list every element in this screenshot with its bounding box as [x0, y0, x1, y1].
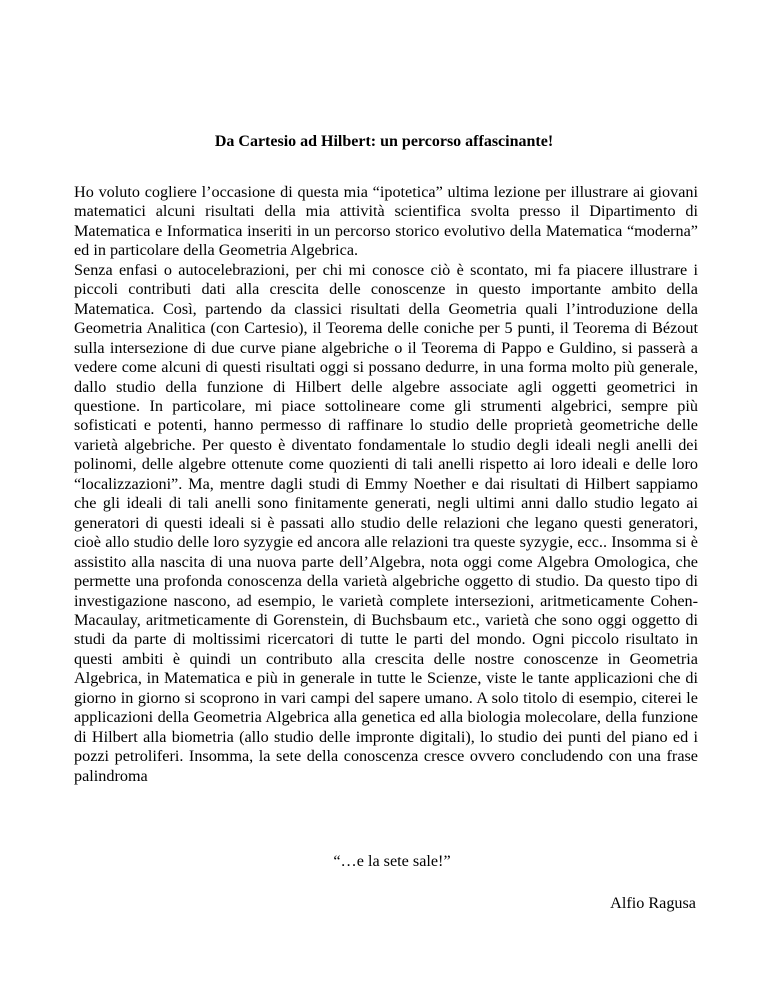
paragraph-intro: Ho voluto cogliere l’occasione di questa mia “ipotetica” ultima lezione per illustrare ai giovani matematici alcuni risultati della mia attività scientifica svolta presso il Dipartimento di Matematica e Informatica inseriti in un percorso storico evolutivo della Matematica “moderna” ed in particolare della Geometria Algebrica.	[74, 183, 698, 260]
document-title: Da Cartesio ad Hilbert: un percorso affascinante!	[214, 133, 554, 150]
document-body	[74, 183, 698, 786]
author-signature: Alfio Ragusa	[610, 894, 696, 912]
paragraph-main: Senza enfasi o autocelebrazioni, per chi mi conosce ciò è scontato, mi fa piacere illustrare i piccoli contributi dati alla crescita delle conoscenze in questo importante ambito della Matematica. Così, partendo da classici risultati della Geometria quali l’introduzione della Geometria Analitica (con Cartesio), il Teorema delle coniche per 5 punti, il Teorema di Bézout sulla intersezione di due curve piane algebriche o il Teorema di Pappo e Guldino, si passerà a vedere come alcuni di questi risultati oggi si possano dedurre, in una forma molto più generale, dallo studio della funzione di Hilbert delle algebre associate agli oggetti geometrici in questione. In particolare, mi piace sottolineare come gli strumenti algebrici, sempre più sofisticati e potenti, hanno permesso di raffinare lo studio delle proprietà geometriche delle varietà algebriche. Per questo è diventato fondamentale lo studio degli ideali negli anelli dei polinomi, delle algebre ottenute come quozienti di tali anelli rispetto ai loro ideali e delle loro “localizzazioni”. Ma, mentre dagli studi di Emmy Noether e dai risultati di Hilbert sappiamo che gli ideali di tali anelli sono finitamente generati, negli ultimi anni dallo studio legato ai generatori di questi ideali si è passati allo studio delle relazioni che legano questi generatori, cioè allo studio delle loro syzygie ed ancora alle relazioni tra queste syzygie, ecc.. Insomma si è assistito alla nascita di una nuova parte dell’Algebra, nota oggi come Algebra Omologica, che permette una profonda conoscenza della varietà algebriche oggetto di studio. Da questo tipo di investigazione nascono, ad esempio, le varietà complete intersezioni, aritmeticamente Cohen-Macaulay, aritmeticamente di Gorenstein, di Buchsbaum etc., varietà che sono oggi oggetto di studi da parte di moltissimi ricercatori di tutte le parti del mondo. Ogni piccolo risultato in questi ambiti è quindi un contributo alla crescita delle nostre conoscenze in Geometria Algebrica, in Matematica e più in generale in tutte le Scienze, viste le tante applicazioni che di giorno in giorno si scoprono in vari campi del sapere umano. A solo titolo di esempio, citerei le applicazioni della Geometria Algebrica alla genetica ed alla biologia molecolare, della funzione di Hilbert alla biometria (allo studio delle impronte digitali), lo studio dei punti del piano ed i pozzi petroliferi. Insomma, la sete della conoscenza cresce ovvero concludendo con una frase palindroma	[74, 260, 698, 785]
palindrome-quote: “…e la sete sale!”	[333, 852, 451, 870]
